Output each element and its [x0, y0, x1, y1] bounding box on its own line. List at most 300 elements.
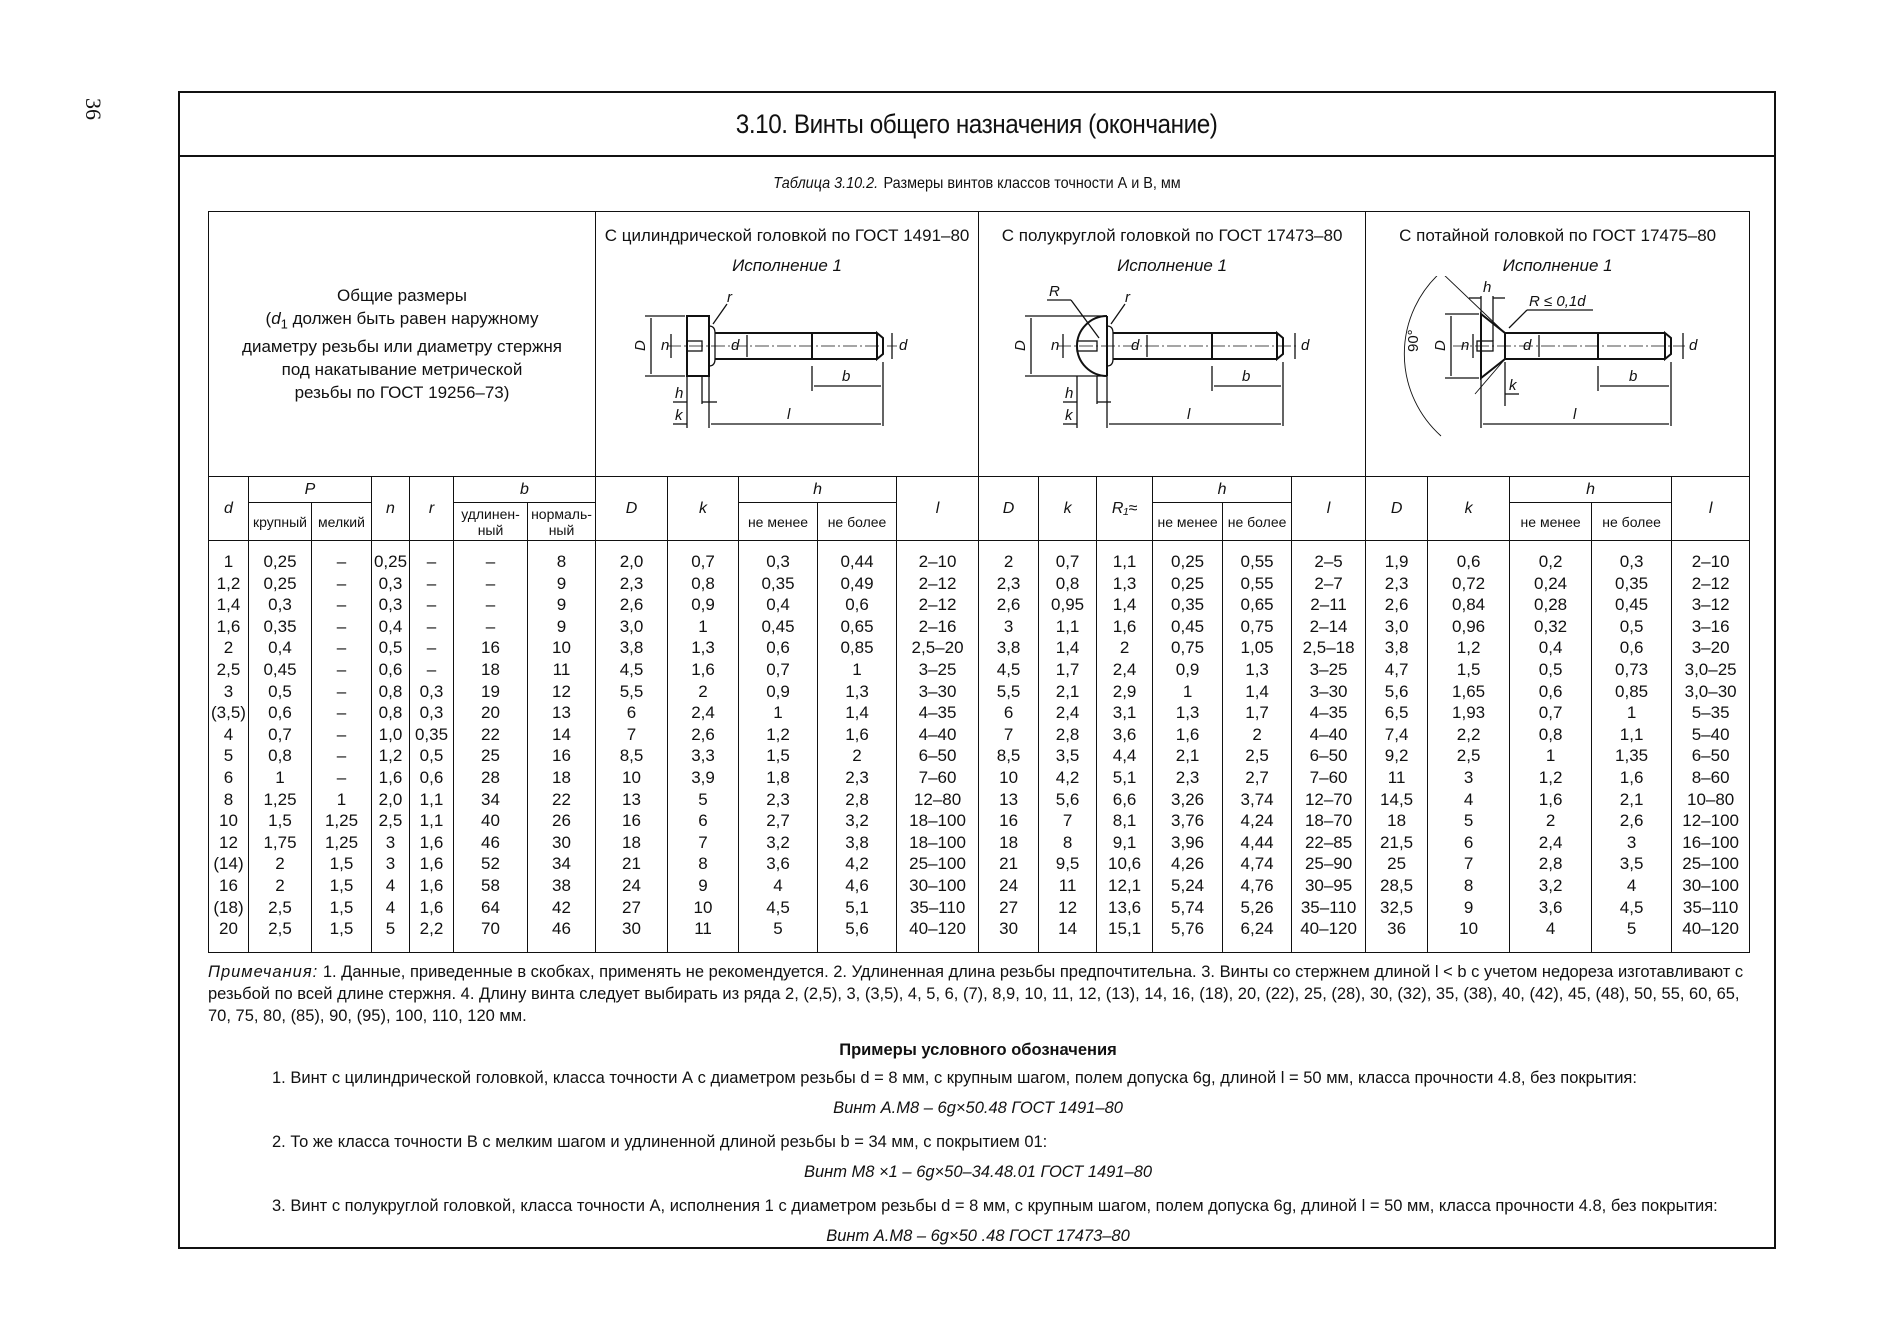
table-cell: 18 — [999, 832, 1019, 852]
column-cyl-D — [596, 541, 668, 953]
table-cell: (14) — [213, 854, 244, 874]
table-cell: 1,25 — [263, 789, 297, 809]
col-cs-h-max: не более — [1592, 503, 1672, 541]
table-cell: 3,0–30 — [1684, 681, 1737, 701]
table-cell: 38 — [552, 875, 571, 895]
table-cell: 0,35 — [1615, 573, 1649, 593]
table-cell: 0,8 — [1538, 724, 1563, 744]
table-cell: 5,6 — [845, 919, 869, 939]
table-cell: 3,0 — [1384, 616, 1409, 636]
col-rnd-D: D — [979, 477, 1039, 541]
table-cell: 3,26 — [1171, 789, 1205, 809]
table-cell: 3,5 — [1619, 854, 1644, 874]
table-cell: 8 — [556, 552, 567, 571]
col-cyl-l: l — [897, 477, 979, 541]
col-cyl-h: h — [739, 477, 897, 503]
table-cell: 18–70 — [1304, 811, 1353, 831]
table-cell: 1,6 — [845, 724, 869, 744]
table-cell: 12–80 — [913, 789, 962, 809]
table-cell: 64 — [481, 897, 500, 917]
table-cell: 2,3 — [619, 573, 644, 593]
table-cell: 2 — [1119, 638, 1130, 658]
table-cell: 0,8 — [1055, 573, 1080, 593]
col-cs-h-min: не менее — [1510, 503, 1592, 541]
table-cell: 22–85 — [1304, 832, 1353, 852]
table-cell: 2 — [1545, 811, 1556, 831]
table-cell: 26 — [552, 811, 571, 831]
table-cell: 3–12 — [1691, 595, 1730, 615]
label-d1: d — [1522, 337, 1531, 354]
table-cell: 3,3 — [691, 746, 715, 766]
gen-hdr-line1: Общие размеры — [337, 285, 467, 305]
table-cell: 1 — [773, 703, 783, 723]
table-cell: 0,35 — [761, 573, 795, 593]
table-cell: 1 — [1545, 746, 1556, 766]
table-cell: 0,8 — [268, 746, 292, 766]
table-cell: 6,6 — [1112, 789, 1137, 809]
table-cell: 0,9 — [766, 681, 790, 701]
table-cell: 6,5 — [1384, 703, 1409, 723]
col-cs-h: h — [1510, 477, 1672, 503]
table-cell: 22 — [552, 789, 571, 809]
table-cell: 0,7 — [1538, 703, 1563, 723]
table-cell: 0,6 — [268, 703, 292, 723]
table-cell: 1,4 — [216, 595, 241, 615]
table-cell: 2 — [1003, 552, 1014, 571]
table-cell: 6 — [698, 811, 708, 831]
table-cell: 3,2 — [1538, 875, 1563, 895]
table-cell: 40 — [481, 811, 500, 831]
column-P-fine — [312, 541, 372, 953]
table-cell: – — [336, 681, 347, 701]
table-cell: 5,6 — [1384, 681, 1409, 701]
table-cell: 5,5 — [619, 681, 644, 701]
notes-paragraph — [208, 961, 1748, 1027]
table-cell: 21,5 — [1380, 832, 1414, 852]
table-cell: – — [426, 595, 437, 615]
table-cell: 0,95 — [1051, 595, 1085, 615]
column-P-coarse — [249, 541, 312, 953]
table-cell: 5,6 — [1055, 789, 1080, 809]
table-cell: 1,1 — [419, 811, 444, 831]
table-cell: 3,6 — [1112, 724, 1137, 744]
col-cs-D: D — [1366, 477, 1428, 541]
table-cell: 0,44 — [840, 552, 874, 571]
col-cyl-h-max: не более — [818, 503, 897, 541]
notes-label: Примечания: — [208, 963, 319, 981]
table-cell: 1,2 — [1456, 638, 1481, 658]
table-cell: – — [485, 573, 496, 593]
table-cell: 34 — [481, 789, 500, 809]
col-cs-l: l — [1672, 477, 1750, 541]
table-cell: – — [485, 595, 496, 615]
col-r: r — [410, 477, 454, 541]
table-cell: 2,1 — [1619, 789, 1644, 809]
col-rnd-l: l — [1292, 477, 1366, 541]
table-cell: 0,35 — [263, 616, 297, 636]
table-cell: 1,65 — [1452, 681, 1486, 701]
table-cell: 3,8 — [1384, 638, 1409, 658]
table-cell: 2,0 — [378, 789, 403, 809]
table-cell: 7 — [626, 724, 637, 744]
table-cell: 13 — [622, 789, 641, 809]
table-cell: – — [336, 767, 347, 787]
table-cell: 1,6 — [419, 875, 444, 895]
table-cell: 1,6 — [419, 854, 444, 874]
table-cell: 4,5 — [619, 659, 644, 679]
table-cell: 2,3 — [766, 789, 790, 809]
table-cell: 3–16 — [1691, 616, 1730, 636]
column-d — [209, 541, 249, 953]
table-cell: 6–50 — [918, 746, 957, 766]
table-cell: 1,5 — [329, 919, 354, 939]
cylinder-head-variant: Исполнение 1 — [732, 256, 843, 275]
table-cell: 19 — [481, 681, 500, 701]
table-cell: 3,8 — [619, 638, 644, 658]
table-cell: 5,5 — [996, 681, 1021, 701]
table-cell: 4 — [773, 875, 783, 895]
table-cell: 4,5 — [766, 897, 790, 917]
table-cell: 1,6 — [691, 659, 715, 679]
table-cell: 2–12 — [1691, 573, 1730, 593]
notes-text: 1. Данные, приведенные в скобках, применять не рекомендуется. 2. Удлиненная длина резьбы предпочтительна. 3. Винты со стержнем длиной l < b с учетом недореза изготавливают с резьбой по всей длине стержня. 4. Длину винта следует выбирать из ряда 2, (2,5), 3, (3,5), 4, 5, 6, (7), 8,9, 10, 11, 12, (13), 14, 16, (18), 20, (22), 25, (28), 30, (32), 35, (38), 40, (42), 45, (48), 50, 55, 60, 65, 70, 75, 80, (85), 90, (95), 100, 110, 120 мм. — [208, 963, 1744, 1025]
table-cell: 1,5 — [329, 897, 354, 917]
table-cell: 6–50 — [1309, 746, 1348, 766]
table-cell: 42 — [552, 897, 571, 917]
table-cell: 1,2 — [378, 746, 403, 766]
table-cell: 11 — [1058, 875, 1077, 895]
table-cell: 16 — [219, 875, 238, 895]
gen-hdr-line4: под накатывание метрической — [281, 360, 523, 380]
table-cell: 2,3 — [1384, 573, 1409, 593]
table-cell: 3,5 — [1055, 746, 1080, 766]
dimensions-table-wrap — [208, 211, 1745, 953]
table-cell: 13,6 — [1108, 897, 1142, 917]
round-head-variant: Исполнение 1 — [1117, 256, 1228, 275]
table-cell: 1,6 — [1112, 616, 1137, 636]
table-cell: 2–5 — [1314, 552, 1343, 571]
col-P: P — [249, 477, 372, 503]
label-D: D — [632, 340, 650, 351]
table-cell: 40–120 — [909, 919, 966, 939]
table-cell: – — [485, 552, 496, 571]
table-cell: 8 — [698, 854, 708, 874]
table-cell: 1 — [698, 616, 708, 636]
table-cell: 2–12 — [918, 573, 957, 593]
column-rnd-R1 — [1097, 541, 1153, 953]
table-cell: 1 — [852, 659, 862, 679]
table-cell: 1,4 — [1055, 638, 1080, 658]
table-cell: 0,6 — [378, 659, 403, 679]
table-cell: 0,25 — [263, 573, 297, 593]
table-cell: – — [426, 659, 437, 679]
table-cell: 12 — [1058, 897, 1078, 917]
col-b-long: удлинен-ный — [454, 503, 528, 541]
table-cell: 2,7 — [1245, 767, 1269, 787]
table-cell: 9,2 — [1384, 746, 1409, 766]
column-cyl-k — [668, 541, 739, 953]
table-cell: 1,4 — [1112, 595, 1137, 615]
example-3-code: Винт А.М8 – 6g×50 .48 ГОСТ 17473–80 — [826, 1227, 1130, 1245]
table-cell: 1,4 — [845, 703, 869, 723]
table-cell: 25 — [1387, 854, 1407, 874]
column-cs-D — [1366, 541, 1428, 953]
table-cell: 27 — [999, 897, 1019, 917]
table-cell: – — [336, 552, 347, 571]
table-cell: 3,6 — [766, 854, 790, 874]
table-cell: 0,45 — [1171, 616, 1205, 636]
table-cell: 16 — [622, 811, 641, 831]
countersunk-head-screw-drawing — [1393, 276, 1723, 446]
table-cell: 2,2 — [419, 919, 444, 939]
table-cell: 1,7 — [1245, 703, 1269, 723]
example-2-code: Винт М8 ×1 – 6g×50–34.48.01 ГОСТ 1491–80 — [803, 1163, 1153, 1181]
table-cell: 0,35 — [1171, 595, 1205, 615]
table-cell: 3 — [385, 832, 396, 852]
table-cell: 4,6 — [845, 875, 869, 895]
table-cell: 0,3 — [378, 573, 403, 593]
column-rnd-D — [979, 541, 1039, 953]
table-cell: 14 — [552, 724, 571, 744]
table-cell: 2,5–18 — [1302, 638, 1355, 658]
column-rnd-h-max — [1223, 541, 1292, 953]
table-cell: 0,7 — [268, 724, 292, 744]
table-cell: – — [426, 638, 437, 658]
table-cell: 4–35 — [918, 703, 957, 723]
table-cell: 2–10 — [918, 552, 957, 571]
label-b: b — [842, 368, 851, 385]
column-cyl-h-min — [739, 541, 818, 953]
table-cell: 2 — [698, 681, 708, 701]
table-cell: 10 — [219, 811, 238, 831]
col-d: d — [209, 477, 249, 541]
table-cell: 5,26 — [1240, 897, 1274, 917]
table-cell: 4,74 — [1240, 854, 1274, 874]
table-cell: 4,2 — [1055, 767, 1080, 787]
table-cell: 16 — [481, 638, 500, 658]
countersunk-head-diagram-cell — [1366, 212, 1750, 477]
table-cell: 0,75 — [1171, 638, 1205, 658]
table-cell: 58 — [481, 875, 500, 895]
table-cell: 0,8 — [378, 703, 403, 723]
table-cell: 0,3 — [766, 552, 790, 571]
table-cell: 10 — [693, 897, 713, 917]
table-cell: 0,73 — [1615, 659, 1649, 679]
table-cell: 0,3 — [378, 595, 403, 615]
col-P-coarse: крупный — [249, 503, 312, 541]
table-cell: 0,28 — [1534, 595, 1568, 615]
table-cell: 1,7 — [1055, 659, 1080, 679]
table-cell: 1,3 — [1175, 703, 1200, 723]
table-cell: 0,3 — [1619, 552, 1644, 571]
table-cell: 3,6 — [1538, 897, 1563, 917]
example-3-text: 3. Винт с полукруглой головкой, класса точности А, исполнения 1 с диаметром резьбы d = 8 мм, с крупным шагом, полем допуска 6g, длиной l = 50 мм, класса прочности 4.8, без покрытия: — [272, 1197, 1718, 1215]
table-cell: – — [336, 703, 347, 723]
table-cell: 3,2 — [766, 832, 790, 852]
table-cell: 30 — [552, 832, 571, 852]
notes-section — [208, 961, 1748, 1259]
table-cell: 0,84 — [1452, 595, 1486, 615]
col-rnd-h: h — [1153, 477, 1292, 503]
table-cell: 2 — [275, 875, 285, 895]
table-cell: 6–50 — [1691, 746, 1730, 766]
col-b: b — [454, 477, 596, 503]
table-cell: 13 — [552, 703, 571, 723]
table-cell: 3 — [1003, 616, 1014, 636]
table-cell: 0,32 — [1534, 616, 1568, 636]
table-cell: 10–80 — [1686, 789, 1735, 809]
table-cell: 18 — [481, 659, 500, 679]
table-cell: 2–7 — [1314, 573, 1343, 593]
table-cell: 46 — [481, 832, 500, 852]
table-cell: 11 — [1387, 767, 1406, 787]
table-cell: 18–100 — [909, 832, 966, 852]
table-cell: 1,5 — [329, 854, 354, 874]
table-cell: 2,8 — [1538, 854, 1563, 874]
col-rnd-k: k — [1039, 477, 1097, 541]
table-cell: 2–10 — [1691, 552, 1730, 571]
table-cell: 0,75 — [1240, 616, 1274, 636]
table-cell: 1,05 — [1240, 638, 1274, 658]
col-n: n — [372, 477, 410, 541]
table-cell: 21 — [622, 854, 641, 874]
table-cell: 0,65 — [840, 616, 874, 636]
table-cell: 0,85 — [840, 638, 874, 658]
column-rnd-l — [1292, 541, 1366, 953]
table-cell: 16 — [999, 811, 1019, 831]
table-cell: 0,7 — [691, 552, 715, 571]
table-cell: 8,5 — [619, 746, 644, 766]
table-cell: 1,1 — [419, 789, 444, 809]
table-cell: 0,45 — [761, 616, 795, 636]
column-cs-h-min — [1510, 541, 1592, 953]
table-cell: 3–25 — [918, 659, 957, 679]
table-cell: 30 — [999, 919, 1019, 939]
label-R1: R — [1049, 283, 1060, 300]
col-rnd-h-min: не менее — [1153, 503, 1223, 541]
cylinder-head-title: С цилиндрической головкой по ГОСТ 1491–80 — [604, 226, 970, 245]
table-cell: 13 — [999, 789, 1019, 809]
table-cell: 0,5 — [419, 746, 444, 766]
table-cell: 0,6 — [766, 638, 790, 658]
table-cell: 0,4 — [378, 616, 403, 636]
table-cell: 6 — [626, 703, 637, 723]
d1-subscript: 1 — [280, 316, 288, 332]
col-cyl-D: D — [596, 477, 668, 541]
table-cell: 4,24 — [1240, 811, 1274, 831]
table-cell: 0,3 — [419, 703, 444, 723]
table-cell: 16–100 — [1682, 832, 1739, 852]
table-caption-text: Размеры винтов классов точности А и В, мм — [883, 175, 1181, 192]
label-r: r — [727, 289, 733, 306]
table-cell: 46 — [552, 919, 571, 939]
table-cell: 6 — [1003, 703, 1014, 723]
table-cell: 4–40 — [918, 724, 957, 744]
table-cell: 1,3 — [1112, 573, 1137, 593]
table-cell: 2,5 — [378, 811, 403, 831]
countersunk-head-variant: Исполнение 1 — [1502, 256, 1613, 275]
table-cell: 25 — [481, 746, 500, 766]
table-cell: 5 — [698, 789, 708, 809]
table-cell: 35–110 — [1682, 897, 1739, 917]
table-cell: 4–35 — [1309, 703, 1348, 723]
table-cell: 12–100 — [1682, 811, 1739, 831]
table-cell: 0,49 — [840, 573, 874, 593]
table-cell: 1,2 — [1538, 767, 1563, 787]
table-cell: 0,7 — [766, 659, 790, 679]
table-cell: 2 — [852, 746, 862, 766]
table-cell: 4–40 — [1309, 724, 1348, 744]
table-cell: 25–100 — [909, 854, 966, 874]
table-cell: 0,96 — [1452, 616, 1486, 636]
table-cell: 2,8 — [845, 789, 869, 809]
table-cell: 1,8 — [766, 767, 790, 787]
table-cell: 0,72 — [1452, 573, 1486, 593]
table-cell: 4,5 — [996, 659, 1021, 679]
column-cs-h-max — [1592, 541, 1672, 953]
table-cell: – — [426, 616, 437, 636]
table-cell: 4 — [1545, 919, 1556, 939]
table-cell: 1,6 — [419, 897, 444, 917]
table-cell: 2,6 — [619, 595, 644, 615]
table-cell: 0,85 — [1615, 681, 1649, 701]
examples-title: Примеры условного обозначения — [839, 1041, 1117, 1059]
table-cell: 32,5 — [1380, 897, 1414, 917]
table-cell: 2,1 — [1175, 746, 1200, 766]
table-cell: 35–110 — [909, 897, 966, 917]
table-cell: 9,1 — [1112, 832, 1137, 852]
table-cell: 2–14 — [1309, 616, 1348, 636]
table-cell: 28,5 — [1380, 875, 1414, 895]
table-cell: 1,5 — [329, 875, 354, 895]
col-cyl-h-min: не менее — [739, 503, 818, 541]
general-dimensions-header — [209, 212, 596, 477]
table-cell: 2,5 — [1245, 746, 1269, 766]
table-cell: 3,8 — [996, 638, 1021, 658]
table-cell: 0,45 — [263, 659, 297, 679]
table-cell: 0,25 — [373, 552, 408, 571]
table-cell: 7–60 — [918, 767, 957, 787]
table-cell: 27 — [622, 897, 641, 917]
table-cell: 22 — [481, 724, 500, 744]
table-cell: 4 — [1463, 789, 1474, 809]
table-cell: 0,4 — [766, 595, 790, 615]
table-cell: 9,5 — [1055, 854, 1080, 874]
table-cell: 3,8 — [845, 832, 869, 852]
table-cell: 2,7 — [766, 811, 790, 831]
table-cell: 2–11 — [1310, 595, 1347, 615]
table-cell: 25–90 — [1304, 854, 1353, 874]
table-cell: 12 — [552, 681, 571, 701]
table-cell: 36 — [1387, 919, 1407, 939]
table-cell: – — [336, 659, 347, 679]
table-cell: 0,6 — [1619, 638, 1644, 658]
table-cell: 5,74 — [1171, 897, 1205, 917]
table-cell: 7–60 — [1309, 767, 1348, 787]
table-cell: 0,8 — [691, 573, 715, 593]
table-cell: 0,5 — [1538, 659, 1563, 679]
example-2-text: 2. То же класса точности В с мелким шагом и удлиненной длиной резьбы b = 34 мм, с покрытием 01: — [272, 1133, 1048, 1151]
table-cell: 2,6 — [691, 724, 715, 744]
table-cell: 6 — [1463, 832, 1474, 852]
label-h: h — [675, 385, 684, 402]
table-cell: 4 — [385, 875, 396, 895]
table-cell: 5 — [385, 919, 396, 939]
table-cell: 2,3 — [996, 573, 1021, 593]
table-cell: 10 — [622, 767, 641, 787]
table-cell: 2,4 — [691, 703, 715, 723]
col-rnd-h-max: не более — [1223, 503, 1292, 541]
